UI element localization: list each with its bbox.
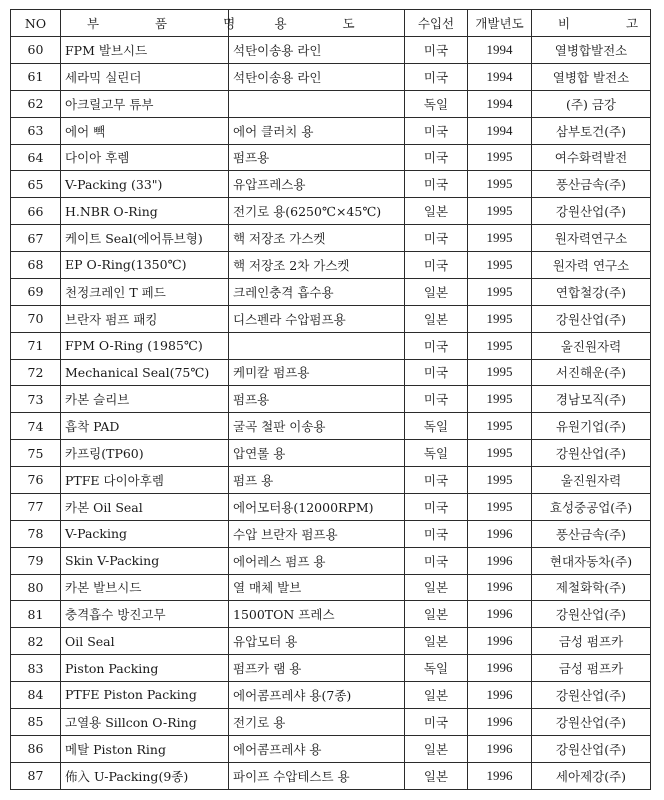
cell-import-source: 일본	[405, 574, 468, 601]
cell-part-name: 카본 슬리브	[61, 386, 229, 413]
cell-import-source: 일본	[405, 198, 468, 225]
cell-part-name: Oil Seal	[61, 628, 229, 655]
cell-development-year: 1995	[468, 467, 532, 494]
table-row	[11, 37, 651, 64]
cell-import-source: 미국	[405, 37, 468, 64]
cell-part-name: Piston Packing	[61, 655, 229, 682]
cell-development-year: 1995	[468, 440, 532, 467]
table-row	[11, 252, 651, 279]
cell-development-year: 1995	[468, 332, 532, 359]
cell-remarks: 울진원자력	[532, 332, 651, 359]
table-row	[11, 735, 651, 762]
table-row	[11, 117, 651, 144]
cell-development-year: 1995	[468, 493, 532, 520]
cell-no: 87	[11, 762, 61, 789]
table-row	[11, 682, 651, 709]
cell-part-name: EP O-Ring(1350℃)	[61, 252, 229, 279]
cell-no: 70	[11, 305, 61, 332]
table-row	[11, 386, 651, 413]
cell-usage: 파이프 수압테스트 용	[229, 762, 405, 789]
cell-usage	[229, 332, 405, 359]
table-row	[11, 574, 651, 601]
cell-development-year: 1996	[468, 735, 532, 762]
cell-no: 63	[11, 117, 61, 144]
cell-development-year: 1995	[468, 359, 532, 386]
cell-part-name: 케이트 Seal(에어튜브형)	[61, 225, 229, 252]
cell-part-name: 카프링(TP60)	[61, 440, 229, 467]
cell-part-name: 佈入 U-Packing(9종)	[61, 762, 229, 789]
cell-usage: 수압 브란자 펌프용	[229, 520, 405, 547]
cell-development-year: 1996	[468, 520, 532, 547]
cell-remarks: 경남모직(주)	[532, 386, 651, 413]
cell-import-source: 독일	[405, 655, 468, 682]
cell-no: 75	[11, 440, 61, 467]
cell-import-source: 미국	[405, 708, 468, 735]
cell-remarks: 강원산업(주)	[532, 601, 651, 628]
cell-part-name: FPM 발브시드	[61, 37, 229, 64]
cell-development-year: 1994	[468, 90, 532, 117]
table-row	[11, 628, 651, 655]
cell-usage: 석탄이송용 라인	[229, 37, 405, 64]
table-row	[11, 90, 651, 117]
cell-remarks: 강원산업(주)	[532, 305, 651, 332]
cell-no: 85	[11, 708, 61, 735]
cell-no: 79	[11, 547, 61, 574]
cell-import-source: 일본	[405, 735, 468, 762]
cell-part-name: Skin V-Packing	[61, 547, 229, 574]
cell-import-source: 미국	[405, 144, 468, 171]
cell-no: 77	[11, 493, 61, 520]
cell-remarks: 삼부토건(주)	[532, 117, 651, 144]
cell-usage: 에어콤프레샤 용	[229, 735, 405, 762]
cell-part-name: 세라믹 실린더	[61, 63, 229, 90]
cell-import-source: 미국	[405, 63, 468, 90]
cell-development-year: 1995	[468, 252, 532, 279]
cell-development-year: 1996	[468, 682, 532, 709]
cell-usage: 1500TON 프레스	[229, 601, 405, 628]
header-no: NO	[11, 10, 61, 37]
cell-part-name: PTFE 다이아후렘	[61, 467, 229, 494]
table-row	[11, 762, 651, 789]
parts-development-table-container	[10, 9, 664, 790]
cell-remarks: 금성 펌프카	[532, 655, 651, 682]
cell-usage: 에어모터용(12000RPM)	[229, 493, 405, 520]
cell-import-source: 미국	[405, 252, 468, 279]
cell-remarks: 연합철강(주)	[532, 278, 651, 305]
cell-remarks: 원자력연구소	[532, 225, 651, 252]
cell-usage: 케미칼 펌프용	[229, 359, 405, 386]
cell-development-year: 1995	[468, 413, 532, 440]
cell-remarks: 효성중공업(주)	[532, 493, 651, 520]
cell-no: 67	[11, 225, 61, 252]
cell-part-name: 고열용 Sillcon O-Ring	[61, 708, 229, 735]
cell-usage	[229, 90, 405, 117]
table-row	[11, 655, 651, 682]
table-row	[11, 332, 651, 359]
cell-usage: 유압프레스용	[229, 171, 405, 198]
cell-import-source: 일본	[405, 278, 468, 305]
cell-remarks: 풍산금속(주)	[532, 171, 651, 198]
cell-remarks: 강원산업(주)	[532, 735, 651, 762]
cell-part-name: V-Packing (33")	[61, 171, 229, 198]
cell-part-name: 천정크레인 T 페드	[61, 278, 229, 305]
cell-import-source: 미국	[405, 493, 468, 520]
table-row	[11, 225, 651, 252]
cell-no: 81	[11, 601, 61, 628]
cell-no: 86	[11, 735, 61, 762]
cell-no: 65	[11, 171, 61, 198]
cell-remarks: 원자력 연구소	[532, 252, 651, 279]
cell-remarks: 제철화학(주)	[532, 574, 651, 601]
cell-no: 68	[11, 252, 61, 279]
cell-development-year: 1995	[468, 386, 532, 413]
cell-remarks: 유원기업(주)	[532, 413, 651, 440]
cell-remarks: 열병합발전소	[532, 37, 651, 64]
cell-import-source: 일본	[405, 628, 468, 655]
cell-usage: 에어레스 펌프 용	[229, 547, 405, 574]
cell-development-year: 1994	[468, 63, 532, 90]
cell-usage: 핵 저장조 가스켓	[229, 225, 405, 252]
cell-import-source: 독일	[405, 413, 468, 440]
cell-part-name: PTFE Piston Packing	[61, 682, 229, 709]
table-row	[11, 198, 651, 225]
cell-usage: 핵 저장조 2차 가스켓	[229, 252, 405, 279]
table-row	[11, 601, 651, 628]
table-row	[11, 493, 651, 520]
cell-import-source: 미국	[405, 547, 468, 574]
table-row	[11, 278, 651, 305]
cell-development-year: 1995	[468, 144, 532, 171]
cell-part-name: 충격흡수 방진고무	[61, 601, 229, 628]
table-row	[11, 359, 651, 386]
table-row	[11, 547, 651, 574]
cell-usage: 에어 클러치 용	[229, 117, 405, 144]
cell-part-name: 메탈 Piston Ring	[61, 735, 229, 762]
cell-usage: 굴곡 철판 이송용	[229, 413, 405, 440]
cell-no: 69	[11, 278, 61, 305]
cell-import-source: 독일	[405, 440, 468, 467]
cell-part-name: 다이아 후렘	[61, 144, 229, 171]
cell-import-source: 일본	[405, 682, 468, 709]
cell-usage: 압연롤 용	[229, 440, 405, 467]
cell-part-name: 아크릴고무 튜부	[61, 90, 229, 117]
cell-part-name: FPM O-Ring (1985℃)	[61, 332, 229, 359]
cell-no: 74	[11, 413, 61, 440]
cell-development-year: 1995	[468, 305, 532, 332]
cell-usage: 펌프카 램 용	[229, 655, 405, 682]
cell-remarks: 열병합 발전소	[532, 63, 651, 90]
cell-import-source: 미국	[405, 467, 468, 494]
table-row	[11, 305, 651, 332]
cell-no: 72	[11, 359, 61, 386]
cell-import-source: 미국	[405, 386, 468, 413]
cell-import-source: 미국	[405, 117, 468, 144]
cell-part-name: 흡착 PAD	[61, 413, 229, 440]
table-row	[11, 144, 651, 171]
cell-part-name: H.NBR O-Ring	[61, 198, 229, 225]
table-row	[11, 708, 651, 735]
cell-development-year: 1994	[468, 37, 532, 64]
cell-import-source: 미국	[405, 359, 468, 386]
cell-usage: 유압모터 용	[229, 628, 405, 655]
cell-no: 78	[11, 520, 61, 547]
cell-no: 64	[11, 144, 61, 171]
cell-remarks: 금성 펌프카	[532, 628, 651, 655]
cell-development-year: 1996	[468, 601, 532, 628]
cell-part-name: 카본 Oil Seal	[61, 493, 229, 520]
table-body	[11, 37, 651, 790]
cell-part-name: V-Packing	[61, 520, 229, 547]
cell-development-year: 1996	[468, 708, 532, 735]
cell-remarks: 현대자동차(주)	[532, 547, 651, 574]
cell-import-source: 일본	[405, 762, 468, 789]
cell-usage: 펌프 용	[229, 467, 405, 494]
cell-part-name: 에어 빽	[61, 117, 229, 144]
cell-usage: 열 매체 발브	[229, 574, 405, 601]
cell-import-source: 미국	[405, 520, 468, 547]
cell-part-name: 브란자 펌프 패킹	[61, 305, 229, 332]
cell-no: 61	[11, 63, 61, 90]
cell-no: 73	[11, 386, 61, 413]
cell-no: 60	[11, 37, 61, 64]
cell-no: 84	[11, 682, 61, 709]
header-development-year: 개발년도	[468, 10, 532, 37]
cell-remarks: 울진원자력	[532, 467, 651, 494]
cell-development-year: 1994	[468, 117, 532, 144]
cell-development-year: 1996	[468, 547, 532, 574]
cell-no: 76	[11, 467, 61, 494]
cell-development-year: 1995	[468, 198, 532, 225]
cell-part-name: 카본 발브시드	[61, 574, 229, 601]
cell-remarks: 여수화력발전	[532, 144, 651, 171]
cell-remarks: 강원산업(주)	[532, 708, 651, 735]
cell-import-source: 일본	[405, 601, 468, 628]
cell-import-source: 일본	[405, 305, 468, 332]
cell-no: 83	[11, 655, 61, 682]
cell-no: 71	[11, 332, 61, 359]
cell-import-source: 미국	[405, 225, 468, 252]
cell-development-year: 1996	[468, 574, 532, 601]
cell-import-source: 미국	[405, 171, 468, 198]
table-row	[11, 467, 651, 494]
table-header-row	[11, 10, 651, 37]
table-row	[11, 413, 651, 440]
cell-no: 66	[11, 198, 61, 225]
cell-usage: 에어콤프레샤 용(7종)	[229, 682, 405, 709]
cell-development-year: 1996	[468, 655, 532, 682]
cell-development-year: 1995	[468, 278, 532, 305]
table-row	[11, 171, 651, 198]
cell-development-year: 1995	[468, 171, 532, 198]
cell-no: 62	[11, 90, 61, 117]
table-row	[11, 440, 651, 467]
header-part-name: 부 품 명	[61, 10, 229, 37]
cell-usage: 석탄이송용 라인	[229, 63, 405, 90]
table-row	[11, 63, 651, 90]
cell-remarks: 강원산업(주)	[532, 198, 651, 225]
cell-remarks: 강원산업(주)	[532, 682, 651, 709]
cell-development-year: 1996	[468, 762, 532, 789]
cell-import-source: 독일	[405, 90, 468, 117]
cell-usage: 크레인충격 흡수용	[229, 278, 405, 305]
cell-remarks: 서진해운(주)	[532, 359, 651, 386]
cell-usage: 펌프용	[229, 386, 405, 413]
cell-remarks: 강원산업(주)	[532, 440, 651, 467]
header-remarks: 비 고	[532, 10, 651, 37]
cell-no: 80	[11, 574, 61, 601]
header-import-source: 수입선	[405, 10, 468, 37]
cell-usage: 전기로 용	[229, 708, 405, 735]
cell-usage: 디스펜라 수압펌프용	[229, 305, 405, 332]
cell-remarks: 풍산금속(주)	[532, 520, 651, 547]
cell-development-year: 1996	[468, 628, 532, 655]
cell-remarks: 세아제강(주)	[532, 762, 651, 789]
cell-no: 82	[11, 628, 61, 655]
cell-import-source: 미국	[405, 332, 468, 359]
cell-remarks: (주) 금강	[532, 90, 651, 117]
cell-development-year: 1995	[468, 225, 532, 252]
header-usage: 용 도	[229, 10, 405, 37]
cell-usage: 펌프용	[229, 144, 405, 171]
table-row	[11, 520, 651, 547]
parts-development-table	[10, 9, 664, 790]
cell-part-name: Mechanical Seal(75℃)	[61, 359, 229, 386]
cell-usage: 전기로 용(6250℃×45℃)	[229, 198, 405, 225]
